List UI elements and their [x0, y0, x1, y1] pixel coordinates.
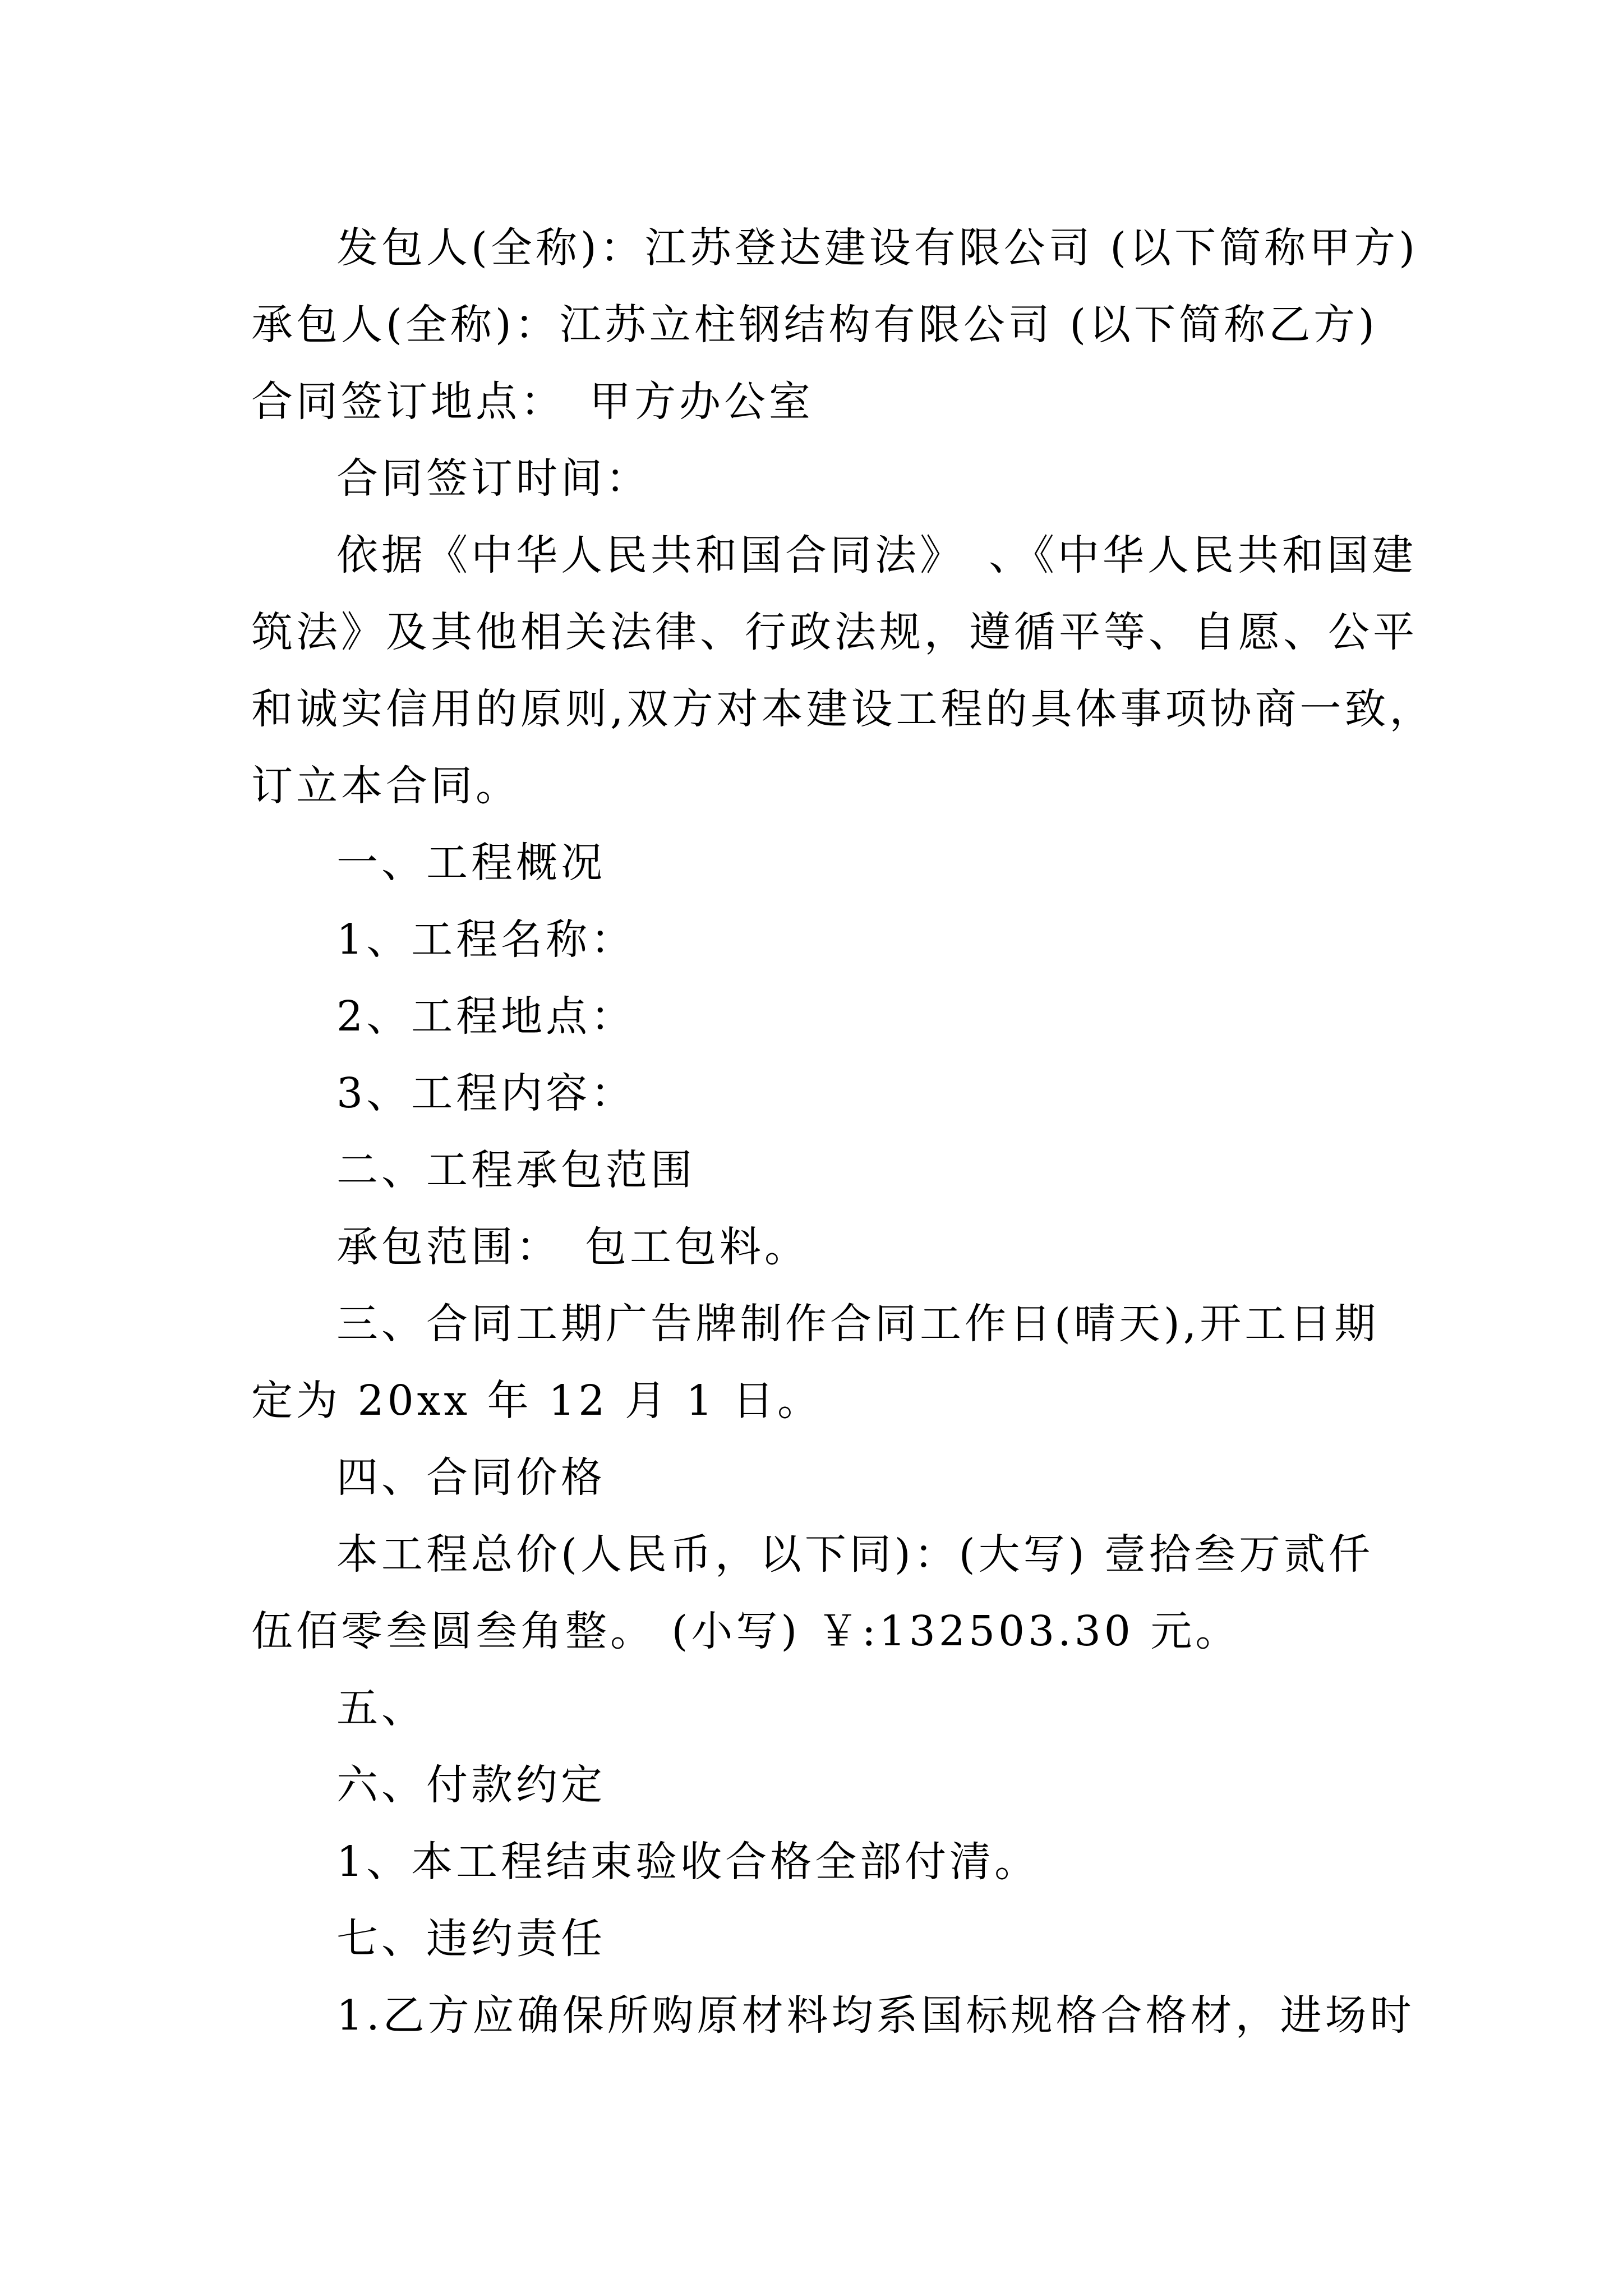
section-1-heading: 一、工程概况	[336, 839, 606, 887]
section-6-heading: 六、付款约定	[336, 1761, 606, 1809]
preamble-line-1: 依据《中华人民共和国合同法》 、《中华人民共和国建	[336, 531, 1417, 579]
price-line-2: 伍佰零叁圆叁角整。 (小写) ￥:132503.30 元。	[251, 1607, 1241, 1655]
section-2-heading: 二、工程承包范围	[336, 1146, 695, 1194]
signing-time-line: 合同签订时间：	[336, 454, 651, 503]
preamble-line-4: 订立本合同。	[251, 762, 520, 810]
party-b-line: 承包人(全称)：江苏立柱钢结构有限公司 (以下简称乙方)	[251, 301, 1378, 349]
scope-line: 承包范围： 包工包料。	[336, 1223, 809, 1271]
signing-place-line: 合同签订地点： 甲方办公室	[251, 378, 814, 426]
payment-line: 1、本工程结束验收合格全部付清。	[336, 1838, 1040, 1886]
section-7-heading: 七、违约责任	[336, 1915, 606, 1963]
price-line-1: 本工程总价(人民币，以下同)：(大写) 壹拾叁万贰仟	[336, 1530, 1374, 1579]
section-3-line-2: 定为 20xx 年 12 月 1 日。	[251, 1377, 823, 1425]
project-content-line: 3、工程内容：	[336, 1069, 636, 1117]
project-location-line: 2、工程地点：	[336, 992, 636, 1041]
project-name-line: 1、工程名称：	[336, 915, 636, 964]
preamble-line-3: 和诚实信用的原则,双方对本建设工程的具体事项协商一致，	[251, 685, 1435, 733]
preamble-line-2: 筑法》及其他相关法律、行政法规，遵循平等、自愿、公平	[251, 608, 1418, 656]
party-a-line: 发包人(全称)：江苏登达建设有限公司 (以下简称甲方)	[336, 224, 1419, 272]
liability-line-1: 1.乙方应确保所购原材料均系国标规格合格材，进场时	[336, 1991, 1415, 2040]
section-4-heading: 四、合同价格	[336, 1453, 606, 1502]
section-5-heading: 五、	[336, 1684, 426, 1732]
section-3-line-1: 三、合同工期广告牌制作合同工作日(晴天),开工日期	[336, 1300, 1380, 1348]
document-body	[251, 210, 1435, 2054]
